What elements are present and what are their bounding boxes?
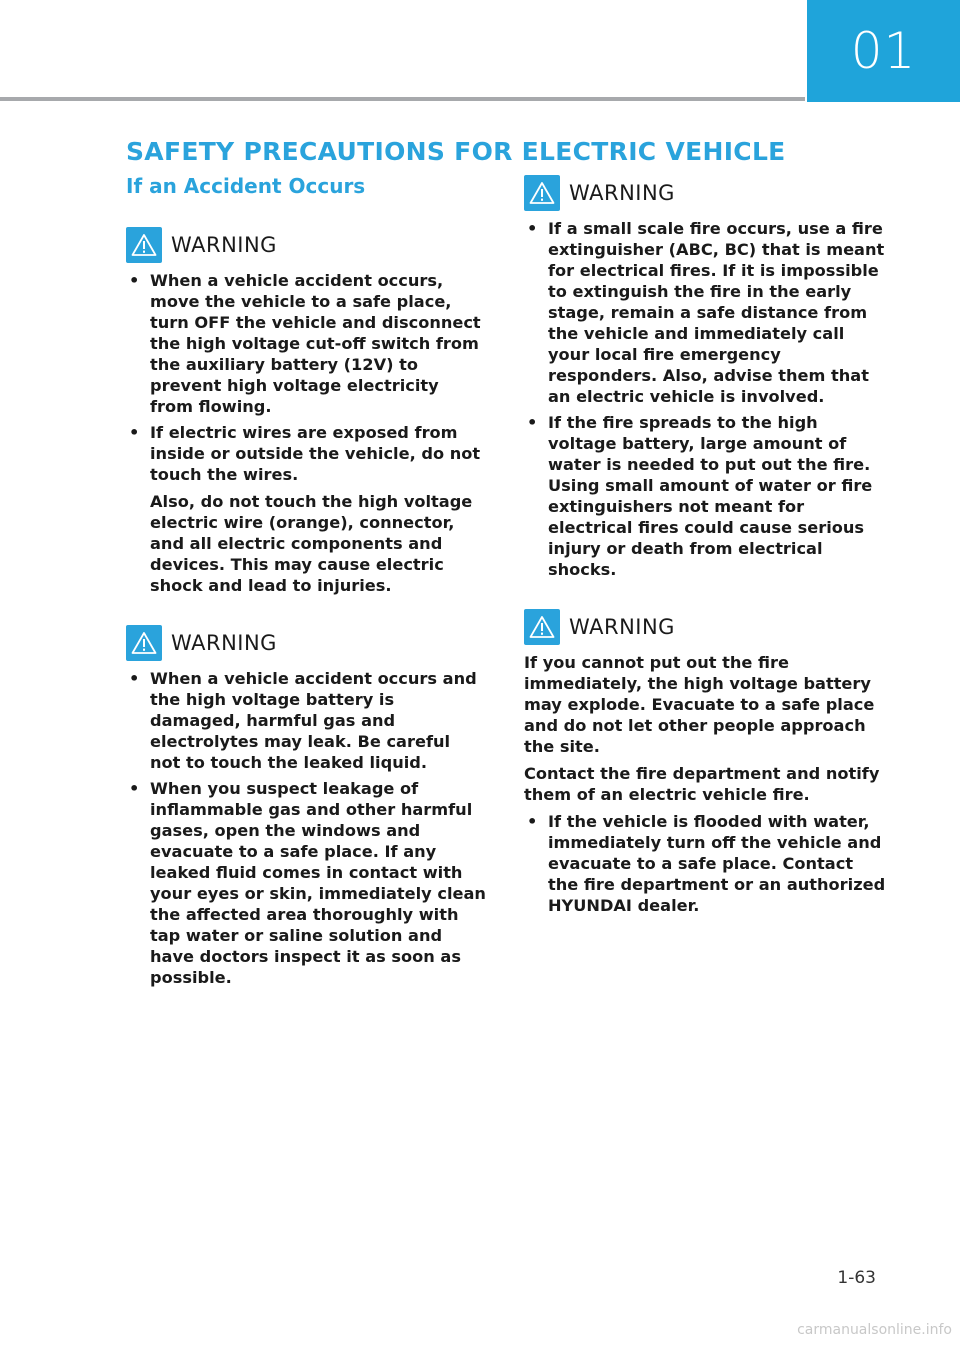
warning-list bbox=[126, 668, 486, 988]
warning-header bbox=[524, 174, 886, 212]
warning-paragraph: Contact the fire department and notify them of an electric vehicle fire. bbox=[524, 764, 880, 804]
list-item-text: Also, do not touch the high voltage electric wire (orange), connector, and all electric components and devices. This may cause electric shock and lead to injuries. bbox=[150, 492, 473, 595]
list-item bbox=[524, 218, 886, 407]
warning-label: WARNING bbox=[171, 233, 277, 257]
list-item-text: • When you suspect leakage of inflammable gas and other harmful gases, open the windows and evacuate to a safe place. If any leaked fluid comes in contact with your eyes or skin, immediately clean the affected area thoroughly with tap water or saline solution and have doctors inspect it as soon as possible. bbox=[150, 779, 486, 987]
warning-box bbox=[524, 608, 886, 916]
warning-triangle-icon bbox=[126, 625, 162, 661]
warning-list bbox=[524, 218, 886, 580]
list-item bbox=[524, 811, 886, 916]
header-rule bbox=[0, 97, 805, 101]
warning-triangle-icon bbox=[126, 227, 162, 263]
list-item-text: • If the vehicle is flooded with water, immediately turn off the vehicle and evacuate to a safe place. Contact the fire department or an authorized HYUNDAI dealer. bbox=[548, 812, 886, 915]
left-column bbox=[126, 226, 486, 1016]
list-item-text: • If electric wires are exposed from inside or outside the vehicle, do not touch the wires. bbox=[150, 423, 481, 484]
page-number: 1-63 bbox=[837, 1268, 876, 1288]
warning-label: WARNING bbox=[171, 631, 277, 655]
list-item bbox=[126, 778, 486, 988]
list-item bbox=[524, 412, 886, 580]
list-item-text: • When a vehicle accident occurs, move the vehicle to a safe place, turn OFF the vehicle and disconnect the high voltage cut-off switch from the auxiliary battery (12V) to prevent high voltage electricity from flowing. bbox=[150, 271, 481, 416]
warning-triangle-icon bbox=[524, 609, 560, 645]
warning-header bbox=[126, 624, 486, 662]
warning-paragraph: If you cannot put out the fire immediately, the high voltage battery may explode. Evacuate to a safe place and do not let other people approach the site. bbox=[524, 653, 875, 756]
chapter-number: 01 bbox=[850, 22, 917, 80]
warning-label: WARNING bbox=[569, 615, 675, 639]
list-item-text: • If a small scale fire occurs, use a fire extinguisher (ABC, BC) that is meant for electrical fires. If it is impossible to extinguish the fire in the early stage, remain a safe distance from the vehicle and immediately call your local fire emergency responders. Also, advise them that an electric vehicle is involved. bbox=[548, 219, 885, 406]
chapter-tab bbox=[807, 0, 960, 102]
right-column bbox=[524, 174, 886, 944]
warning-box bbox=[126, 624, 486, 988]
list-item-text: • When a vehicle accident occurs and the high voltage battery is damaged, harmful gas and electrolytes may leak. Be careful not to touch the leaked liquid. bbox=[150, 669, 477, 772]
section-title: SAFETY PRECAUTIONS FOR ELECTRIC VEHICLE bbox=[126, 137, 786, 166]
watermark: carmanualsonline.info bbox=[797, 1322, 952, 1338]
list-item bbox=[126, 668, 486, 773]
warning-header bbox=[524, 608, 886, 646]
warning-label: WARNING bbox=[569, 181, 675, 205]
warning-list bbox=[524, 811, 886, 916]
warning-list bbox=[126, 270, 486, 596]
list-item bbox=[126, 270, 486, 417]
warning-triangle-icon bbox=[524, 175, 560, 211]
list-item bbox=[126, 422, 486, 596]
warning-box bbox=[524, 174, 886, 580]
warning-header bbox=[126, 226, 486, 264]
subsection-title: If an Accident Occurs bbox=[126, 174, 366, 198]
list-item-text: • If the fire spreads to the high voltage battery, large amount of water is needed to put out the fire. Using small amount of water or fire extinguishers not meant for electrical fires could cause serious injury or death from electrical shocks. bbox=[548, 413, 873, 579]
warning-box bbox=[126, 226, 486, 596]
